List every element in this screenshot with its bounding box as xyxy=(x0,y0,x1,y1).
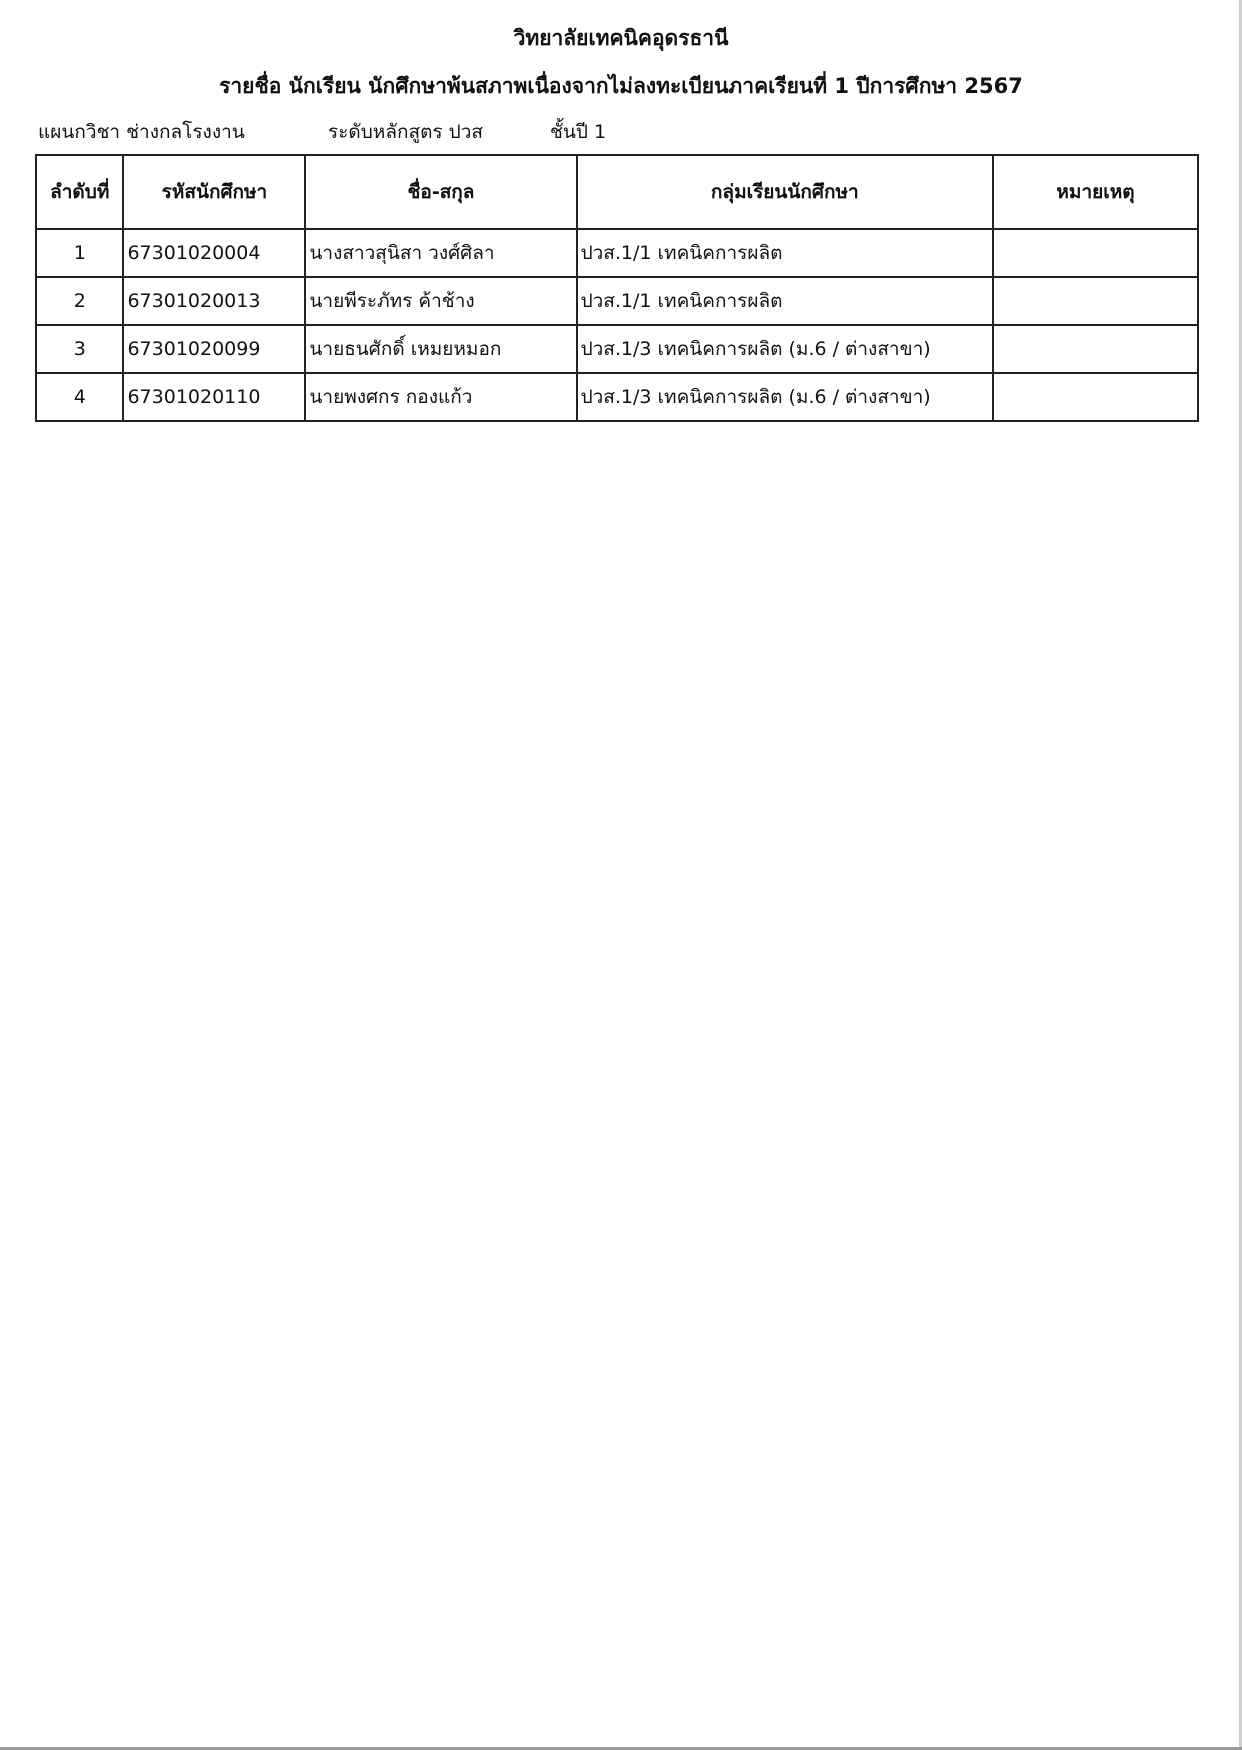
header-group: กลุ่มเรียนนักศึกษา xyxy=(577,155,993,229)
header-no: ลำดับที่ xyxy=(36,155,123,229)
header-note: หมายเหตุ xyxy=(993,155,1198,229)
cell-name: นายธนศักดิ์ เหมยหมอก xyxy=(305,325,576,373)
cell-student-id: 67301020099 xyxy=(123,325,305,373)
year-label: ชั้นปี 1 xyxy=(550,121,607,143)
table-row xyxy=(36,373,1198,421)
cell-name: นายพงศกร กองแก้ว xyxy=(305,373,576,421)
cell-student-id: 67301020110 xyxy=(123,373,305,421)
cell-group: ปวส.1/3 เทคนิคการผลิต (ม.6 / ต่างสาขา) xyxy=(577,373,993,421)
cell-student-id: 67301020013 xyxy=(123,277,305,325)
document-title: วิทยาลัยเทคนิคอุดรธานี xyxy=(513,26,729,50)
cell-note xyxy=(993,277,1198,325)
department-label: แผนกวิชา ช่างกลโรงงาน xyxy=(38,121,245,143)
cell-no: 3 xyxy=(36,325,123,373)
table-row xyxy=(36,325,1198,373)
cell-no: 1 xyxy=(36,229,123,277)
table-row xyxy=(36,277,1198,325)
header-student-id: รหัสนักศึกษา xyxy=(123,155,305,229)
cell-name: นายพีระภัทร ค้าช้าง xyxy=(305,277,576,325)
table-row xyxy=(36,229,1198,277)
cell-group: ปวส.1/1 เทคนิคการผลิต xyxy=(577,229,993,277)
table-header-row xyxy=(36,155,1198,229)
cell-no: 4 xyxy=(36,373,123,421)
document-meta xyxy=(38,117,606,147)
cell-note xyxy=(993,325,1198,373)
cell-group: ปวส.1/1 เทคนิคการผลิต xyxy=(577,277,993,325)
cell-name: นางสาวสุนิสา วงศ์ศิลา xyxy=(305,229,576,277)
student-table xyxy=(35,154,1199,422)
header-name: ชื่อ-สกุล xyxy=(305,155,576,229)
cell-group: ปวส.1/3 เทคนิคการผลิต (ม.6 / ต่างสาขา) xyxy=(577,325,993,373)
cell-note xyxy=(993,373,1198,421)
cell-no: 2 xyxy=(36,277,123,325)
cell-note xyxy=(993,229,1198,277)
level-label: ระดับหลักสูตร ปวส xyxy=(328,121,483,143)
document-subtitle: รายชื่อ นักเรียน นักศึกษาพ้นสภาพเนื่องจากไม่ลงทะเบียนภาคเรียนที่ 1 ปีการศึกษา 2567 xyxy=(219,74,1023,98)
cell-student-id: 67301020004 xyxy=(123,229,305,277)
